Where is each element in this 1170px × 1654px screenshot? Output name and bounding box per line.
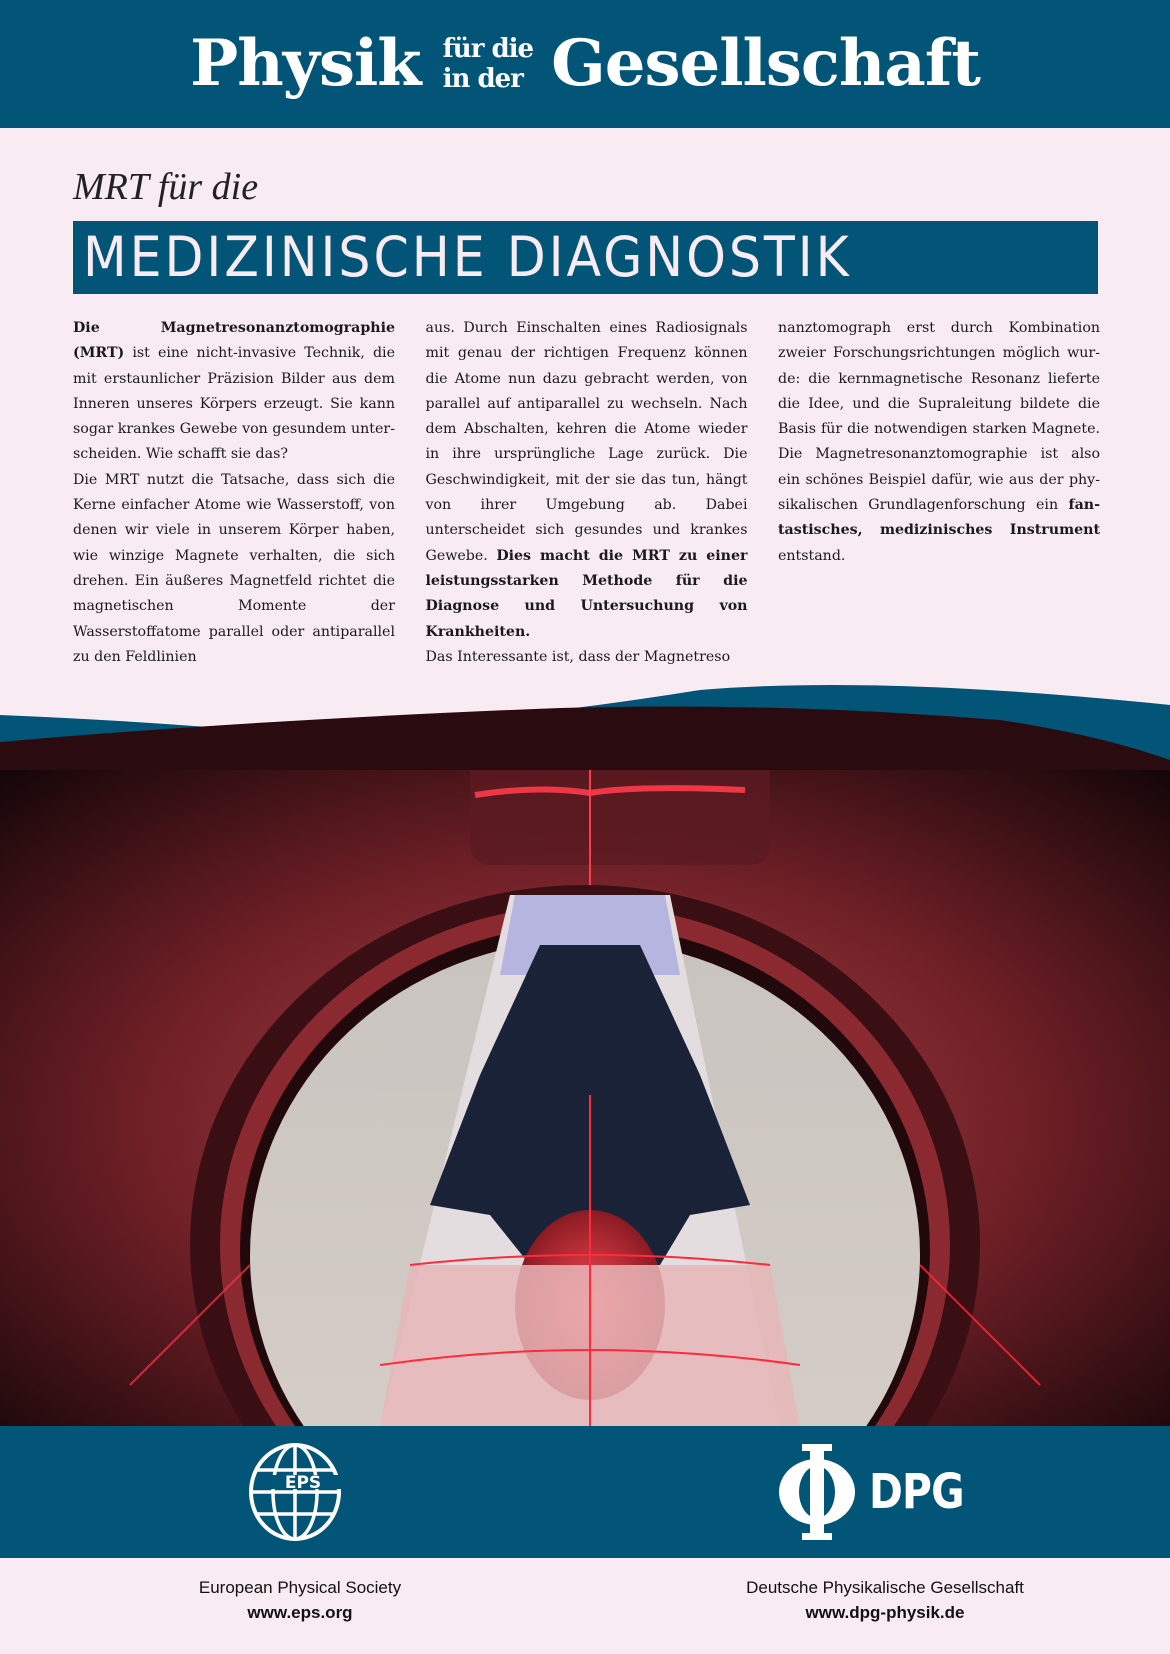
paragraph [426,316,748,645]
eps-logo-text: EPS [284,1473,322,1493]
article-column-3 [778,316,1100,670]
headline-title-band [73,221,1098,294]
article-column-2 [426,316,748,670]
masthead-small-line-1: für die [442,34,534,64]
eps-globe-logo-icon[interactable] [245,1442,345,1542]
bold-emphasis: fantastisches, medizinisches Instrument [778,497,1100,539]
paragraph: Das Interessante ist, dass der Magnetreso [425,648,731,665]
masthead-right-word: Gesellschaft [551,26,980,101]
mri-photo [0,745,1170,1427]
bold-lead: Die Magnetresonanztomographie (MRT) [73,320,395,362]
paragraph-text: aus. Durch Einschalten eines Radiosignals mit genau der richtigen Frequenz können die Atome nun dazu gebracht werden, von parallel auf antiparallel zu wechseln. Nach dem Abschalten, kehren die Atome wieder in ihre ursprüngliche Lage zurück. Die Geschwindigkeit, mit der sie das tun, hängt von ihrer Umgebung ab. Dabei unterscheidet sich gesundes und krankes Gewebe. [425,320,748,564]
dpg-name: Deutsche Physikalische Gesellschaft [746,1578,1024,1597]
masthead [0,0,1170,128]
paragraph [73,316,395,468]
masthead-connector [443,34,533,94]
article-body [73,316,1100,670]
dpg-credit [690,1575,1080,1625]
masthead-small-line-2: in der [442,64,523,94]
eps-name: European Physical Society [198,1578,402,1597]
bold-emphasis: Dies macht die MRT zu einer leistungsstarken Methode für die Diagnose und Untersuchung von Krankheiten. [425,547,748,640]
paragraph-text: ist eine nicht-invasive Technik, die mit erstaunlicher Präzision Bilder aus dem Inneren unseres Körpers erzeugt. Sie kann sogar krankes Gewebe von gesundem unterscheiden. Wie schafft sie das? [73,345,395,463]
dpg-logo[interactable] [775,1442,995,1542]
article-column-1 [73,316,395,670]
dpg-logo-text: DPG [869,1464,964,1520]
headline-title: MEDIZINISCHE DIAGNOSTIK [83,225,852,289]
dpg-url-link[interactable]: www.dpg-physik.de [805,1603,965,1622]
eps-credit [140,1575,460,1625]
paragraph-text: entstand. [778,547,846,564]
headline-kicker: MRT für die [73,166,259,208]
decorative-wave [0,680,1170,770]
paragraph [778,316,1100,569]
masthead-left-word: Physik [190,26,421,101]
eps-url-link[interactable]: www.eps.org [247,1603,353,1622]
paragraph-text: nanztomograph erst durch Kombination zweier Forschungsrichtungen möglich wurde: die kernmagnetische Resonanz lieferte die Idee, und die Supraleitung bildete die Basis für die notwendigen starken Magnete. Die Magnetresonanztomographie ist also ein schönes Beispiel dafür, wie aus der physikalischen Grundlagenforschung ein [778,320,1100,514]
mri-scene-illustration [0,745,1170,1427]
phi-symbol-icon [775,1442,859,1542]
paragraph: Die MRT nutzt die Tatsache, dass sich die Kerne einfacher Atome wie Wasserstoff, von denen wir viele in unserem Körper haben, wie winzige Magnete verhalten, die sich drehen. Ein äußeres Magnetfeld richtet die magnetischen Momente der Wasserstoffatome parallel oder antiparallel zu den Feldlinien [73,471,395,665]
